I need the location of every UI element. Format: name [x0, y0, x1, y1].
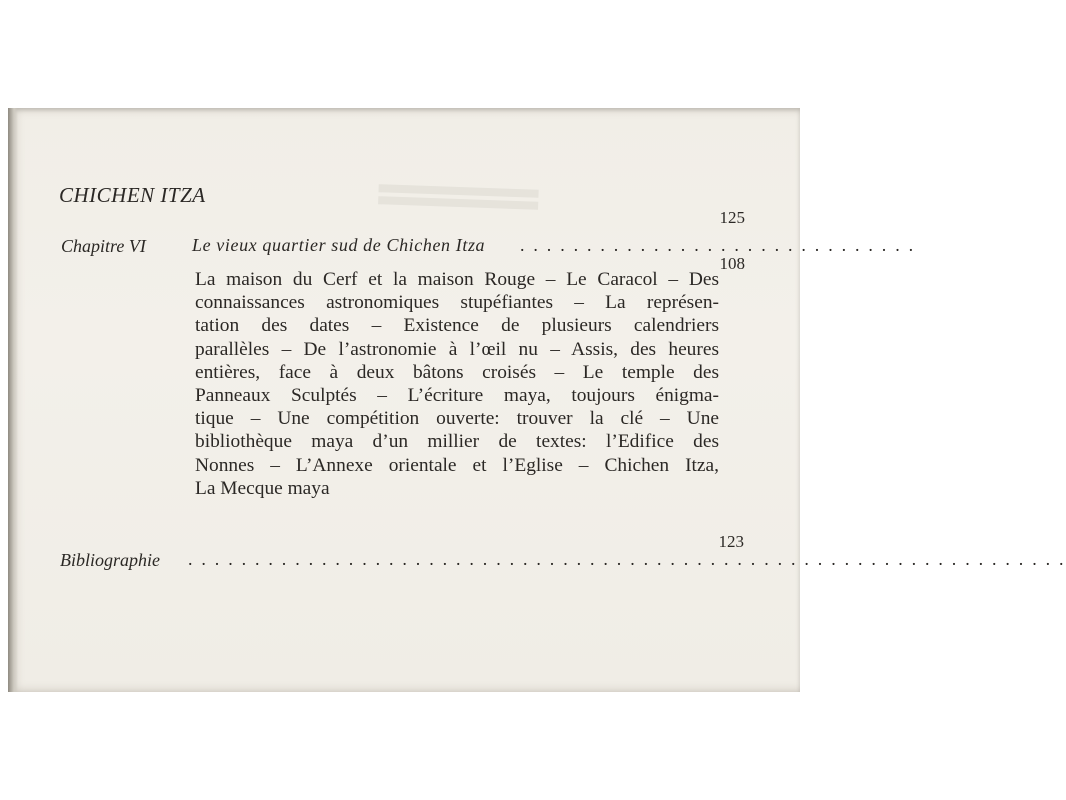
chapter-title: Le vieux quartier sud de Chichen Itza — [192, 235, 486, 255]
book-page — [8, 108, 1066, 692]
summary-line: tique – Une compétition ouverte: trouver la clé – Une — [195, 408, 719, 430]
chapter-page-number: 108 — [719, 254, 745, 273]
chapter-summary — [195, 268, 719, 500]
summary-line: Nonnes – L’Annexe orientale et l’Eglise – Chichen Itza, — [195, 454, 719, 476]
bibliography-dot-leader: . . . . . . . . . . . . . . . . . . . . . . . . . . . . . . . . . . . . . . . . . . . . . . . . . . . . . . . . . . . . . . . . . . — [188, 549, 1066, 569]
summary-line: tation des dates – Existence de plusieurs calendriers — [195, 315, 719, 337]
bibliography-page-number: 123 — [718, 532, 744, 551]
show-through-text — [367, 180, 549, 236]
summary-line: La Mecque maya — [195, 477, 330, 499]
summary-line: connaissances astronomiques stupéfiantes – La représen- — [195, 292, 719, 314]
summary-line: Panneaux Sculptés – L’écriture maya, toujours énigma- — [195, 384, 719, 406]
summary-line: entières, face à deux bâtons croisés – Le temple des — [195, 361, 719, 383]
section-title: CHICHEN ITZA — [59, 183, 206, 207]
summary-line: parallèles – De l’astronomie à l’œil nu – Assis, des heures — [195, 338, 719, 360]
chapter-dot-leader: . . . . . . . . . . . . . . . . . . . . . . . . . . . . . . — [520, 235, 916, 255]
section-page-number: 125 — [719, 208, 745, 227]
bibliography-label: Bibliographie — [60, 550, 160, 570]
summary-line: bibliothèque maya d’un millier de textes: l’Edifice des — [195, 431, 719, 453]
chapter-label: Chapitre VI — [61, 236, 146, 256]
summary-line: La maison du Cerf et la maison Rouge – Le Caracol – Des — [195, 269, 719, 290]
